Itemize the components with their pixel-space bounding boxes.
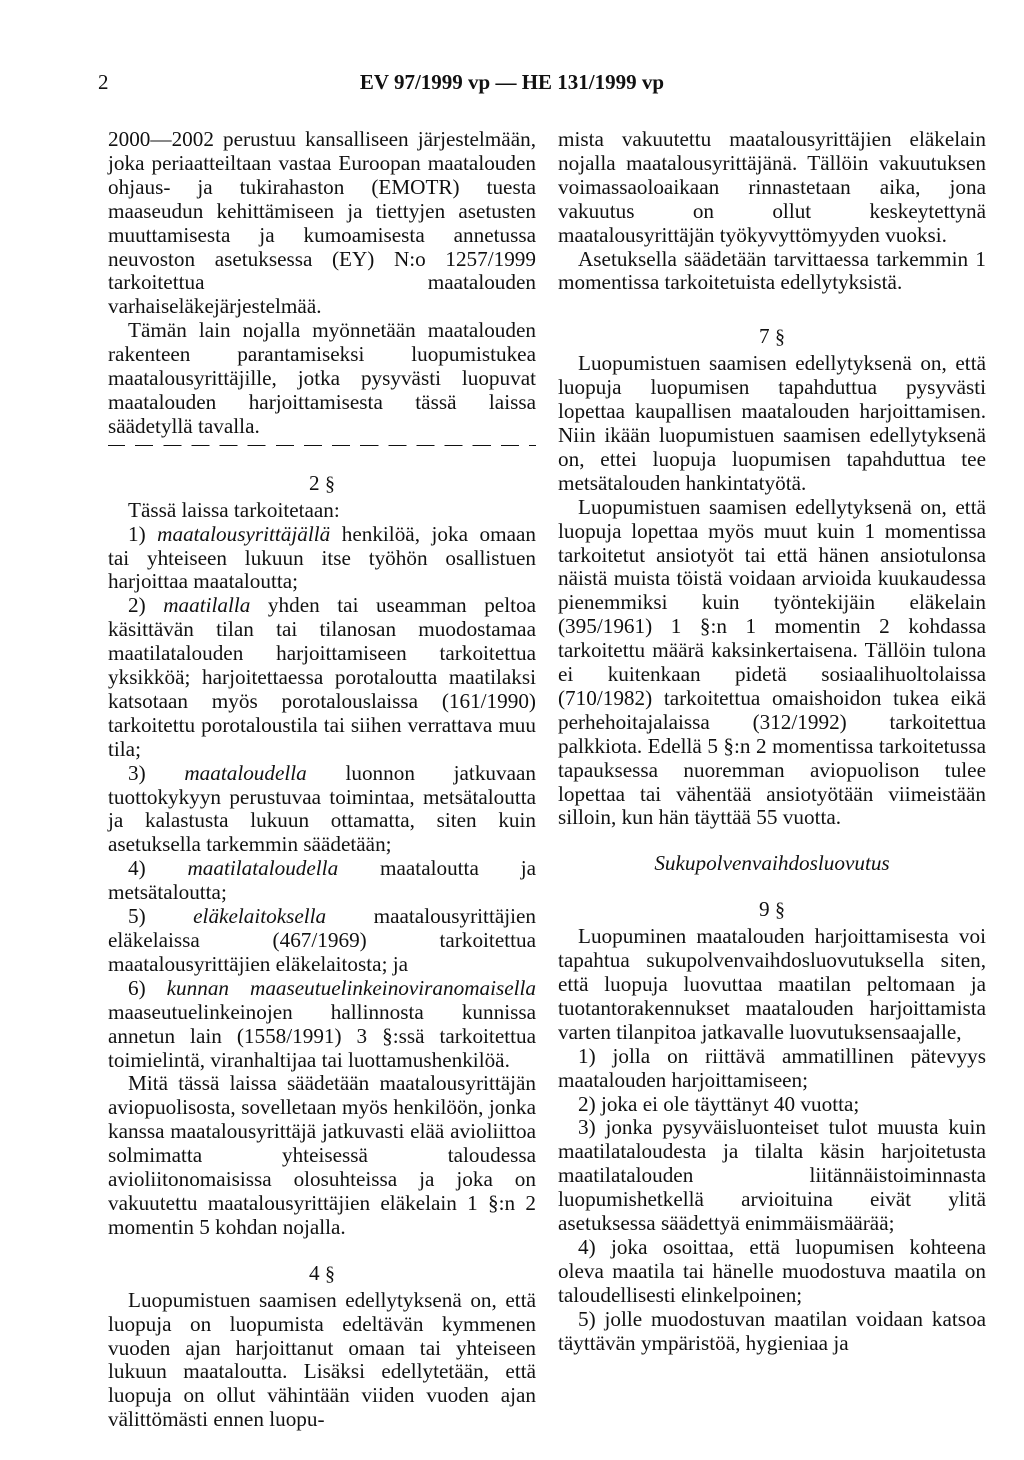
defined-term: maatilalla [163, 593, 251, 618]
paragraph: mista vakuutettu maatalousyrittäjien eläkelain nojalla maatalousyrittäjänä. Tällöin vakuutuksen voimassaoloaikaan rinnastetaan aika, jona vakuutus on ollut keskeytettynä maatalousyrittäjän työkyvyttömyyden vuoksi. [558, 127, 986, 247]
paragraph: Asetuksella säädetään tarvittaessa tarkemmin 1 momentissa tarkoitetuista edellytyksistä. [558, 246, 986, 295]
defined-term: maatilataloudella [187, 856, 339, 881]
section-heading-4 [108, 1262, 536, 1287]
chapter-subheading: Sukupolvenvaihdosluovutus [654, 851, 890, 876]
paragraph: Luopumistuen saamisen edellytyksenä on, että luopuja luopumisen tapahduttua pysyvästi lopettaa kaupallisen maatalouden harjoittamisen. Niin ikään luopumistuen saamisen edellytyksenä on, ettei luopuja luopumisen tapahduttua tee metsätalouden hankintatyötä. [558, 351, 986, 495]
list-item: 4) joka osoittaa, että luopumisen kohteena oleva maatila tai hänelle muodostuva maatila on taloudellisesti elinkelpoinen; [558, 1234, 986, 1307]
section-number: 2 [309, 470, 320, 495]
paragraph: Luopumistuen saamisen edellytyksenä on, että luopuja lopettaa myös muut kuin 1 momentissa tarkoitetut ansiotyöt tai että hänen ansiotulonsa näistä muista töistä voidaan arvioida kuukaudessa pienemmiksi kuin työntekijäin eläkelain (395/1961) 1 §:n 1 momentin 2 kohdassa tarkoitettu määrä kaksinkertaisena. Tällöin tulona ei kuitenkaan pidetä sosiaalihuoltolaissa (710/1982) tarkoitettua omaishoidon tukea eikä perhehoitajalaissa (312/1992) tarkoitettua palkkiota. Edellä 5 §:n 2 momentissa tarkoitetussa tapauksessa nuoremman aviopuolison tulee lopettaa tai vähentää ansiotyötään viimeistään silloin, kun hän täyttää 55 vuotta. [558, 494, 986, 830]
definition-item: 4) maatilataloudella maataloutta ja metsätaloutta; [108, 856, 536, 905]
section-heading-2 [108, 472, 536, 497]
defined-term: eläkelaitoksella [193, 904, 327, 929]
paragraph: Tässä laissa tarkoitetaan: [128, 497, 340, 522]
list-item: 5) jolle muodostuvan maatilan voidaan katsoa täyttävän ympäristöä, hygieniaa ja [558, 1306, 986, 1355]
section-number: 9 [759, 897, 770, 922]
paragraph: Tämän lain nojalla myönnetään maatalouden rakenteen parantamiseksi luopumistukea maatalousyrittäjille, jotka pysyvästi luopuvat maatalouden harjoittamisesta tässä laissa säädetyllä tavalla. [108, 318, 536, 438]
definition-item: 2) maatilalla yhden tai useamman peltoa käsittävän tilan tai tilanosan muodostamaa maatilatalouden harjoittamiseen tarkoitettua yksikköä; harjoitettaessa porotaloutta maatilaksi katsotaan myös porotalouslaissa (161/1990) tarkoitettu porotaloustila tai siihen verrattava muu tila; [108, 593, 536, 761]
defined-term: maataloudella [184, 760, 307, 785]
left-column [108, 128, 536, 1432]
section-sign: § [324, 1262, 335, 1285]
section-sign: § [324, 472, 335, 495]
section-heading-7 [558, 325, 986, 350]
definition-item: 6) kunnan maaseutuelinkeinoviranomaisella maaseutuelinkeinojen hallinnosta kunnissa annetun lain (1558/1991) 3 §:ssä tarkoitettua toimielintä, viranhaltijaa tai luottamushenkilöä. [108, 975, 537, 1072]
page-header [0, 70, 1024, 104]
list-item: 2) joka ei ole täyttänyt 40 vuotta; [578, 1091, 860, 1116]
section-heading-9 [558, 898, 986, 923]
paragraph: Luopuminen maatalouden harjoittamisesta voi tapahtua sukupolvenvaihdosluovutuksella siten, että luopuja luovuttaa maatilan peltomaan ja tuotantorakennukset maatalouden harjoittamista varten tilanpitoa jatkavalle luovutuksensaajalle, [558, 924, 986, 1044]
list-item: 3) jonka pysyväisluonteiset tulot muusta kuin maatilataloudesta ja tilalta käsin harjoitetusta maatilatalouden liitännäistoiminnasta luopumishetkellä arvioituina eivät ylitä asetuksessa säädettyä enimmäismäärää; [558, 1115, 986, 1236]
section-number: 4 [309, 1260, 320, 1285]
right-column [558, 128, 986, 1356]
defined-term: kunnan maaseutuelinkeinoviranomaisella [166, 975, 537, 1000]
definition-item: 1) maatalousyrittäjällä henkilöä, joka omaan tai yhteiseen lukuun itse työhön osallistuen harjoittaa maataloutta; [108, 521, 536, 594]
section-sign: § [774, 326, 785, 349]
paragraph: 2000—2002 perustuu kansalliseen järjestelmään, joka periaatteiltaan vastaa Euroopan maatalouden ohjaus- ja tukirahaston (EMOTR) tuesta maaseudun kehittämiseen ja tiettyjen asetusten muuttamisesta ja kumoamisesta annetussa neuvoston asetuksessa (EY) N:o 1257/1999 tarkoitettua maatalouden varhaiseläkejärjestelmää. [108, 127, 536, 319]
page-number: 2 [98, 70, 109, 94]
paragraph: Luopumistuen saamisen edellytyksenä on, että luopuja on luopumista edeltävän kymmenen vuoden ajan harjoittanut omaan tai yhteiseen lukuun maataloutta. Lisäksi edellytetään, että luopuja on ollut vähintään viiden vuoden ajan välittömästi ennen luopu- [108, 1287, 536, 1432]
definition-item: 3) maataloudella luonnon jatkuvaan tuottokykyyn perustuvaa toimintaa, metsätaloutta ja kalastusta lukuun ottamatta, siten kuin asetuksella tarkemmin säädetään; [108, 760, 536, 857]
section-sign: § [774, 899, 785, 922]
omission-dash-line [108, 445, 536, 446]
section-number: 7 [759, 324, 770, 349]
paragraph: Mitä tässä laissa säädetään maatalousyrittäjän aviopuolisosta, sovelletaan myös henkilöön, jonka kanssa maatalousyrittäjä jatkuvasti elää avioliittoa solmimatta yhteisessä taloudessa avioliitonomaisissa olosuhteissa ja joka on vakuutettu maatalousyrittäjien eläkelain 1 §:n 2 momentin 5 kohdan nojalla. [108, 1071, 536, 1239]
list-item: 1) jolla on riittävä ammatillinen pätevyys maatalouden harjoittamiseen; [558, 1043, 986, 1092]
definition-item: 5) eläkelaitoksella maatalousyrittäjien eläkelaissa (467/1969) tarkoitettua maatalousyrittäjien eläkelaitosta; ja [108, 904, 536, 976]
defined-term: maatalousyrittäjällä [157, 521, 331, 546]
running-title: EV 97/1999 vp — HE 131/1999 vp [359, 70, 665, 94]
